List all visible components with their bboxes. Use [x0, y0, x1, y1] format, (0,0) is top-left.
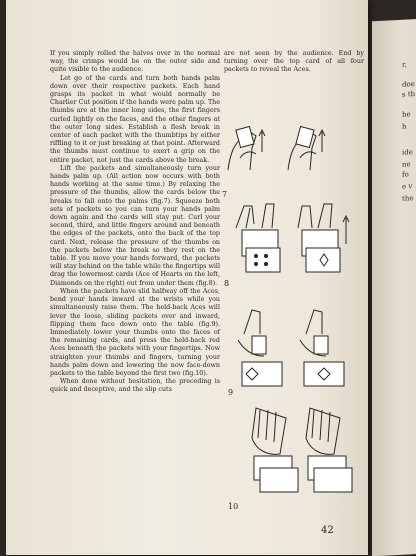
- right-column-text: are not seen by the audience. End by turning over the top card of all four packets to reveal the Aces.: [224, 50, 364, 74]
- facing-page-text-fragment: e v: [402, 182, 413, 191]
- figure-7-illustration: [220, 118, 350, 178]
- facing-page-text-fragment: fo: [402, 170, 409, 179]
- paragraph-5: When done without hesitation, the preceding is quick and deceptive, and the slip cuts: [50, 378, 220, 394]
- figure-10-label: 10: [228, 502, 239, 511]
- facing-page-text-fragment: h: [402, 122, 407, 131]
- page-number: 42: [321, 525, 334, 536]
- figure-8-label: 8: [224, 279, 230, 288]
- facing-page-text-fragment: doe: [402, 80, 415, 89]
- figure-8-illustration: [232, 198, 357, 276]
- facing-page-text-fragment: he: [402, 110, 411, 119]
- facing-page-text-fragment: r,: [402, 60, 407, 69]
- facing-page-text-fragment: ne: [402, 160, 411, 169]
- paragraph-2: Let go of the cards and turn both hands palm down over their respective packets. Each hand grasps its packet in what would normally be Charlier Cut position if the hands were palm up. The thumbs are at the inner long sides, the first fingers curled lightly on the faces, and the other fingers at the outer long sides. Establish a flesh break in center of each packet with the thumbtips by either riffling to it or just breaking at that point. Afterward the thumbs must continue to exert a grip on the entire packet, not just the cards above the break.: [50, 74, 221, 164]
- paragraph-3: Lift the packets and simultaneously turn your hands palm up. (All action now occurs with both hands working at the same time.) By relaxing the pressure of the thumbs, allow the cards below the breaks to fall onto the palms (fig.7). Squeeze both sets of packets so you can turn your hands palm down again and the cards will stay put. Curl your second, third, and little fingers around and beneath the edges of the packets, onto the back of the top card. Next, release the pressure of the thumbs on the packets below the break so they rest on the table. If you move your hands forward, the packets will stay behind on the table while the fingertips will drag the lowermost cards (Ace of Hearts on the left, Diamonds on the right) out from under them (fig.8).: [50, 164, 220, 287]
- figure-9-illustration: [238, 300, 358, 390]
- figure-7-label: 7: [222, 190, 228, 199]
- left-text-column: [50, 50, 220, 395]
- facing-page-text-fragment: s th: [402, 90, 416, 99]
- figure-9-label: 9: [228, 388, 234, 397]
- paragraph-1: If you simply rolled the halves over in the normal way, the crimps would be on the outer side and quite visible to the audience.: [50, 50, 220, 74]
- figure-10-illustration: [246, 398, 362, 498]
- facing-page-edge: [372, 19, 416, 556]
- facing-page-text-fragment: the: [402, 194, 414, 203]
- paragraph-4: When the packets have slid halfway off the Aces, bend your hands inward at the wrists while you simultaneously raise them. The held-back Aces will lever the loose, sliding packets over and inward, flipping them face down onto the table (fig.9). Immediately lower your thumbs onto the faces of the remaining cards, and press the held-back red Aces beneath the packets with your fingertips. Now straighten your thumbs and fingers, turning your hands palm down and lowering the now face-down packets to the table beyond the first two (fig.10).: [50, 287, 220, 377]
- facing-page-text-fragment: ide: [402, 148, 413, 157]
- book-page: [6, 0, 368, 555]
